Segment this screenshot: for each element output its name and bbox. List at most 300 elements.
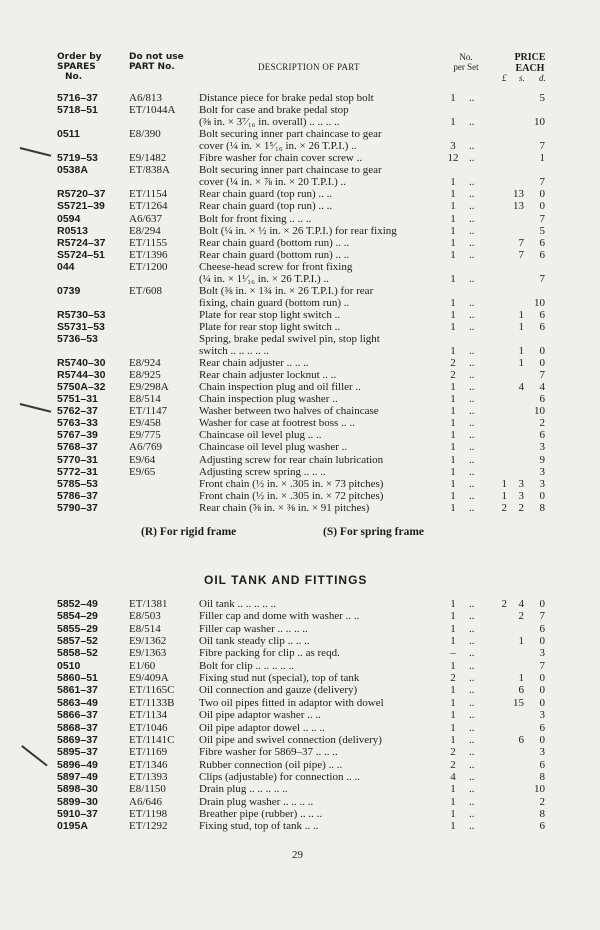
quantity-per-set: 1 (450, 477, 456, 490)
part-description: Adjusting screw spring .. .. .. (199, 465, 326, 478)
price-shillings: 1 (518, 345, 524, 358)
leader-dots: .. (469, 381, 475, 394)
order-number: 5768–37 (57, 441, 98, 454)
price-shillings: 1 (518, 308, 524, 321)
quantity-per-set: 1 (450, 248, 456, 261)
part-number: E8/514 (129, 393, 161, 406)
part-description: Filler cap washer .. .. .. .. (199, 622, 308, 635)
quantity-per-set: 1 (450, 598, 456, 610)
part-description: cover (¼ in. × 1⁵⁄₁₆ in. × 26 T.P.I.) .. (199, 140, 357, 153)
price-pounds: 2 (501, 501, 507, 514)
price-pence: 7 (539, 610, 545, 623)
part-number: E8/390 (129, 128, 161, 141)
part-number: ET/838A (129, 164, 170, 177)
part-number: E8/294 (129, 224, 161, 237)
price-pence: 0 (539, 696, 545, 709)
header-no-line1: No. (459, 52, 473, 62)
part-description: Filler cap and dome with washer .. .. (199, 610, 360, 623)
leader-dots: .. (469, 635, 475, 648)
leader-dots: .. (469, 441, 475, 454)
part-description: Rear chain (⅝ in. × ⅜ in. × 91 pitches) (199, 501, 370, 514)
part-number: E9/1363 (129, 647, 167, 660)
part-number: ET/1155 (129, 236, 168, 249)
header-part-no (129, 52, 184, 72)
price-pence: 1 (539, 152, 545, 165)
order-number: 5767–39 (57, 429, 98, 442)
part-number: E8/924 (129, 357, 161, 370)
quantity-per-set: 1 (450, 635, 456, 648)
part-number: ET/1154 (129, 188, 168, 201)
price-pence: 0 (539, 489, 545, 502)
price-pence: 2 (539, 795, 545, 808)
quantity-per-set: 1 (450, 684, 456, 697)
leader-dots: .. (469, 176, 475, 189)
price-pence: 0 (539, 635, 545, 648)
part-number: ET/1396 (129, 248, 168, 261)
price-pounds: 1 (501, 489, 507, 502)
quantity-per-set: 1 (450, 807, 456, 820)
quantity-per-set: 1 (450, 622, 456, 635)
price-shillings: 6 (518, 733, 524, 746)
price-shillings: 4 (518, 381, 524, 394)
part-description: Drain plug washer .. .. .. .. (199, 795, 314, 808)
leader-dots: .. (469, 622, 475, 635)
part-description: Oil connection and gauze (delivery) (199, 684, 358, 697)
leader-dots: .. (469, 369, 475, 382)
order-number: 0510 (57, 659, 81, 672)
part-description: Front chain (½ in. × .305 in. × 72 pitches) (199, 489, 384, 502)
order-number: 5899–30 (57, 795, 98, 808)
order-number: 0594 (57, 212, 81, 225)
price-pence: 10 (534, 405, 545, 418)
header-no-line2: per Set (453, 62, 479, 72)
price-pence: 0 (539, 672, 545, 685)
part-description: Chaincase oil level plug .. .. (199, 429, 322, 442)
part-description: Plate for rear stop light switch .. (199, 308, 341, 321)
leader-dots: .. (469, 733, 475, 746)
leader-dots: .. (469, 820, 475, 833)
quantity-per-set: 1 (450, 116, 456, 129)
price-shillings: 3 (518, 489, 524, 502)
legend-rigid-frame: (R) For rigid frame (141, 526, 237, 538)
order-number: 0739 (57, 284, 81, 297)
header-pounds: £ (502, 73, 507, 83)
leader-dots: .. (469, 807, 475, 820)
price-pence: 0 (539, 684, 545, 697)
part-number: E8/1150 (129, 783, 166, 796)
part-description: Bolt securing inner part chaincase to gear (199, 164, 382, 177)
quantity-per-set: 1 (450, 795, 456, 808)
part-description: Fixing stud, top of tank .. .. (199, 820, 319, 833)
quantity-per-set: 1 (450, 188, 456, 201)
part-description: Distance piece for brake pedal stop bolt (199, 92, 374, 104)
order-number: 0195A (57, 820, 88, 833)
part-number: E8/514 (129, 622, 161, 635)
quantity-per-set: 2 (450, 672, 456, 685)
order-number: 5736–53 (57, 333, 98, 345)
part-description: switch .. .. .. .. .. (199, 345, 269, 358)
part-number: E9/1482 (129, 152, 167, 165)
order-number: 0511 (57, 128, 80, 141)
order-number: R0513 (57, 224, 88, 237)
leader-dots: .. (469, 272, 475, 285)
quantity-per-set: 1 (450, 501, 456, 514)
quantity-per-set: 1 (450, 92, 456, 104)
header-price-line1: PRICE (514, 52, 546, 63)
part-number: ET/1134 (129, 709, 168, 722)
part-description: Fixing stud nut (special), top of tank (199, 672, 360, 685)
part-description: Rubber connection (oil pipe) .. .. (199, 758, 343, 771)
part-number: ET/1292 (129, 820, 168, 833)
part-number: ET/1141C (129, 733, 175, 746)
order-number: 5770–31 (57, 453, 98, 466)
quantity-per-set: 1 (450, 610, 456, 623)
order-number: 5868–37 (57, 721, 98, 734)
part-description: Front chain (½ in. × .305 in. × 73 pitches) (199, 477, 384, 490)
price-pence: 6 (539, 393, 545, 406)
price-pence: 6 (539, 248, 545, 261)
price-shillings: 13 (513, 188, 524, 201)
quantity-per-set: 1 (450, 733, 456, 746)
leader-dots: .. (469, 477, 475, 490)
leader-dots: .. (469, 610, 475, 623)
order-number: R5724–37 (57, 236, 106, 249)
price-pence: 6 (539, 758, 545, 771)
header-part-line2: PART No. (129, 62, 175, 72)
price-pence: 7 (539, 272, 545, 285)
order-number: R5740–30 (57, 357, 106, 370)
part-description: Chain inspection plug and oil filler .. (199, 381, 361, 394)
order-number: 5857–52 (57, 635, 98, 648)
order-number: 5896–49 (57, 758, 98, 771)
price-shillings: 1 (518, 320, 524, 333)
price-pence: 0 (539, 598, 545, 610)
order-number: R5720–37 (57, 188, 106, 201)
price-pence: 10 (534, 116, 545, 129)
part-number: E8/925 (129, 369, 161, 382)
price-pence: 7 (539, 659, 545, 672)
header-price-each (500, 52, 560, 74)
order-number: S5724–51 (57, 248, 105, 261)
order-number: 5790–37 (57, 501, 98, 514)
price-pence: 4 (539, 381, 545, 394)
order-number: 5763–33 (57, 417, 98, 430)
price-pounds: 2 (501, 598, 507, 610)
leader-dots: .. (469, 236, 475, 249)
quantity-per-set: 1 (450, 296, 456, 309)
leader-dots: .. (469, 659, 475, 672)
price-pence: 0 (539, 188, 545, 201)
part-number: ET/608 (129, 284, 162, 297)
leader-dots: .. (469, 783, 475, 796)
part-number: ET/1393 (129, 770, 168, 783)
price-pence: 3 (539, 465, 545, 478)
header-order-line3: No. (65, 72, 83, 82)
part-description: Washer for case at footrest boss .. .. (199, 417, 355, 430)
quantity-per-set: 2 (450, 369, 456, 382)
header-pence: d. (539, 73, 546, 83)
leader-dots: .. (469, 429, 475, 442)
order-number: S5721–39 (57, 200, 105, 213)
leader-dots: .. (469, 598, 475, 610)
leader-dots: .. (469, 709, 475, 722)
part-number: ET/1200 (129, 260, 168, 273)
quantity-per-set: 1 (450, 489, 456, 502)
quantity-per-set: 4 (450, 770, 456, 783)
part-number: ET/1346 (129, 758, 168, 771)
price-shillings: 3 (518, 477, 524, 490)
order-number: 5716–37 (57, 92, 98, 104)
part-number: A6/813 (129, 92, 162, 104)
part-number: A6/769 (129, 441, 162, 454)
price-pence: 6 (539, 622, 545, 635)
quantity-per-set: 1 (450, 417, 456, 430)
leader-dots: .. (469, 92, 475, 104)
order-number: 5898–30 (57, 783, 98, 796)
quantity-per-set: 1 (450, 224, 456, 237)
price-shillings: 1 (518, 672, 524, 685)
leader-dots: .. (469, 320, 475, 333)
price-pence: 5 (539, 92, 545, 104)
part-number: ET/1198 (129, 807, 168, 820)
order-number: 5858–52 (57, 647, 98, 660)
leader-dots: .. (469, 672, 475, 685)
leader-dots: .. (469, 501, 475, 514)
price-shillings: 15 (513, 696, 524, 709)
price-pence: 8 (539, 770, 545, 783)
part-description: Oil pipe adaptor washer .. .. (199, 709, 321, 722)
order-number: 5719–53 (57, 152, 98, 165)
price-shillings: 7 (518, 248, 524, 261)
leader-dots: .. (469, 417, 475, 430)
leader-dots: .. (469, 465, 475, 478)
part-description: Bolt for clip .. .. .. .. .. (199, 659, 295, 672)
part-number: ET/1381 (129, 598, 168, 610)
price-pence: 3 (539, 647, 545, 660)
part-description: Rear chain adjuster .. .. .. (199, 357, 309, 370)
price-pence: 0 (539, 733, 545, 746)
order-number: 5897–49 (57, 770, 98, 783)
part-description: Adjusting screw for rear chain lubrication (199, 453, 384, 466)
leader-dots: .. (469, 684, 475, 697)
section-title: OIL TANK AND FITTINGS (204, 573, 368, 587)
leader-dots: .. (469, 200, 475, 213)
part-description: cover (¼ in. × ⅞ in. × 20 T.P.I.) .. (199, 176, 347, 189)
order-number: 5863–49 (57, 696, 98, 709)
part-description: Bolt (⅜ in. × 1¾ in. × 26 T.P.I.) for rear (199, 284, 374, 297)
price-pence: 3 (539, 477, 545, 490)
leader-dots: .. (469, 224, 475, 237)
quantity-per-set: 1 (450, 381, 456, 394)
price-pence: 8 (539, 501, 545, 514)
order-number: 5751–31 (57, 393, 98, 406)
part-number: ET/1046 (129, 721, 168, 734)
part-description: Breather pipe (rubber) .. .. .. (199, 807, 323, 820)
part-description: (⅜ in. × 3⁷⁄₁₆ in. overall) .. .. .. .. (199, 116, 340, 129)
leader-dots: .. (469, 746, 475, 759)
part-description: Bolt securing inner part chaincase to gear (199, 128, 382, 141)
header-shillings: s. (519, 73, 525, 83)
quantity-per-set: 1 (450, 709, 456, 722)
part-description: Rear chain guard (bottom run) .. .. (199, 236, 350, 249)
quantity-per-set: 1 (450, 465, 456, 478)
price-pence: 2 (539, 417, 545, 430)
price-pence: 6 (539, 236, 545, 249)
part-description: Fibre washer for 5869–37 .. .. .. (199, 746, 338, 759)
leader-dots: .. (469, 489, 475, 502)
order-number: 0538A (57, 164, 88, 177)
order-number: 5718–51 (57, 104, 98, 117)
price-pence: 10 (534, 296, 545, 309)
part-description: Bolt (¼ in. × ½ in. × 26 T.P.I.) for rear fixing (199, 224, 397, 237)
leader-dots: .. (469, 140, 475, 153)
price-pence: 3 (539, 709, 545, 722)
part-description: Bolt for case and brake pedal stop (199, 104, 349, 117)
price-shillings: 1 (518, 635, 524, 648)
order-number: S5731–53 (57, 320, 105, 333)
legend-spring-frame: (S) For spring frame (323, 526, 425, 538)
order-number: 5910–37 (57, 807, 98, 820)
leader-dots: .. (469, 116, 475, 129)
quantity-per-set: 1 (450, 272, 456, 285)
quantity-per-set: 1 (450, 212, 456, 225)
part-number: A6/646 (129, 795, 162, 808)
part-description: Washer between two halves of chaincase (199, 405, 379, 418)
part-description: Plate for rear stop light switch .. (199, 320, 341, 333)
price-pence: 6 (539, 429, 545, 442)
part-number: E9/458 (129, 417, 161, 430)
quantity-per-set: – (450, 647, 456, 660)
quantity-per-set: 1 (450, 696, 456, 709)
part-number: E9/64 (129, 453, 156, 466)
page-number: 29 (292, 849, 303, 861)
price-pence: 7 (539, 140, 545, 153)
quantity-per-set: 2 (450, 746, 456, 759)
leader-dots: .. (469, 152, 475, 165)
leader-dots: .. (469, 405, 475, 418)
part-description: Two oil pipes fitted in adaptor with dowel (199, 696, 384, 709)
price-pence: 6 (539, 721, 545, 734)
leader-dots: .. (469, 188, 475, 201)
header-part-line1: Do not use (129, 52, 184, 62)
order-number: 5869–37 (57, 733, 98, 746)
quantity-per-set: 1 (450, 721, 456, 734)
header-order-line1: Order by (57, 52, 102, 62)
price-pence: 3 (539, 441, 545, 454)
part-number: E9/775 (129, 429, 161, 442)
leader-dots: .. (469, 393, 475, 406)
pencil-tick-mark (20, 147, 51, 156)
part-description: fixing, chain guard (bottom run) .. (199, 296, 350, 309)
part-description: Chaincase oil level plug washer .. (199, 441, 348, 454)
quantity-per-set: 1 (450, 393, 456, 406)
order-number: R5744–30 (57, 369, 106, 382)
part-description: Oil pipe adaptor dowel .. .. .. (199, 721, 325, 734)
order-number: 5786–37 (57, 489, 98, 502)
price-pence: 7 (539, 176, 545, 189)
quantity-per-set: 1 (450, 820, 456, 833)
order-number: 5866–37 (57, 709, 98, 722)
part-description: Rear chain guard (top run) .. .. (199, 200, 333, 213)
quantity-per-set: 2 (450, 758, 456, 771)
part-number: ET/1044A (129, 104, 176, 117)
price-pence: 0 (539, 345, 545, 358)
leader-dots: .. (469, 696, 475, 709)
leader-dots: .. (469, 721, 475, 734)
price-shillings: 13 (513, 200, 524, 213)
order-number: 5762–37 (57, 405, 98, 418)
quantity-per-set: 12 (447, 152, 459, 165)
price-pence: 5 (539, 224, 545, 237)
part-number: ET/1264 (129, 200, 168, 213)
price-pence: 6 (539, 308, 545, 321)
order-number: 5854–29 (57, 610, 98, 623)
part-description: Clips (adjustable) for connection .. .. (199, 770, 360, 783)
header-order-by (57, 52, 102, 82)
part-description: Oil pipe and swivel connection (delivery) (199, 733, 382, 746)
part-description: Rear chain guard (top run) .. .. (199, 188, 333, 201)
quantity-per-set: 1 (450, 176, 456, 189)
part-number: E8/503 (129, 610, 161, 623)
part-description: Oil tank steady clip .. .. .. (199, 635, 310, 648)
part-description: Fibre washer for chain cover screw .. (199, 152, 363, 165)
leader-dots: .. (469, 212, 475, 225)
quantity-per-set: 1 (450, 429, 456, 442)
order-number: 044 (57, 260, 75, 273)
price-pence: 3 (539, 746, 545, 759)
part-description: Drain plug .. .. .. .. .. (199, 783, 288, 796)
part-number: E1/60 (129, 659, 156, 672)
price-shillings: 7 (518, 236, 524, 249)
price-pence: 8 (539, 807, 545, 820)
header-price-line2: EACH (515, 63, 545, 74)
leader-dots: .. (469, 357, 475, 370)
leader-dots: .. (469, 770, 475, 783)
price-pence: 9 (539, 453, 545, 466)
quantity-per-set: 1 (450, 453, 456, 466)
price-pence: 7 (539, 369, 545, 382)
quantity-per-set: 1 (450, 659, 456, 672)
order-number: 5785–53 (57, 477, 98, 490)
quantity-per-set: 1 (450, 405, 456, 418)
order-number: 5852–49 (57, 598, 98, 610)
order-number: 5861–37 (57, 684, 98, 697)
part-description: Cheese-head screw for front fixing (199, 260, 353, 273)
quantity-per-set: 3 (450, 140, 456, 153)
part-number: E9/409A (129, 672, 169, 685)
price-pence: 6 (539, 820, 545, 833)
order-number: R5730–53 (57, 308, 106, 321)
order-number: 5772–31 (57, 465, 98, 478)
price-pence: 6 (539, 320, 545, 333)
part-description: Fibre packing for clip .. as reqd. (199, 647, 340, 660)
price-shillings: 2 (518, 610, 524, 623)
part-description: Chain inspection plug washer .. (199, 393, 338, 406)
price-shillings: 2 (518, 501, 524, 514)
quantity-per-set: 1 (450, 200, 456, 213)
pencil-tick-mark (20, 403, 51, 412)
leader-dots: .. (469, 248, 475, 261)
price-pence: 0 (539, 357, 545, 370)
leader-dots: .. (469, 308, 475, 321)
part-number: E9/298A (129, 381, 169, 394)
quantity-per-set: 1 (450, 320, 456, 333)
order-number: 5855–29 (57, 622, 98, 635)
part-number: ET/1147 (129, 405, 168, 418)
part-number: ET/1165C (129, 684, 175, 697)
part-description: Spring, brake pedal swivel pin, stop light (199, 333, 380, 345)
part-description: Rear chain guard (bottom run) .. .. (199, 248, 350, 261)
